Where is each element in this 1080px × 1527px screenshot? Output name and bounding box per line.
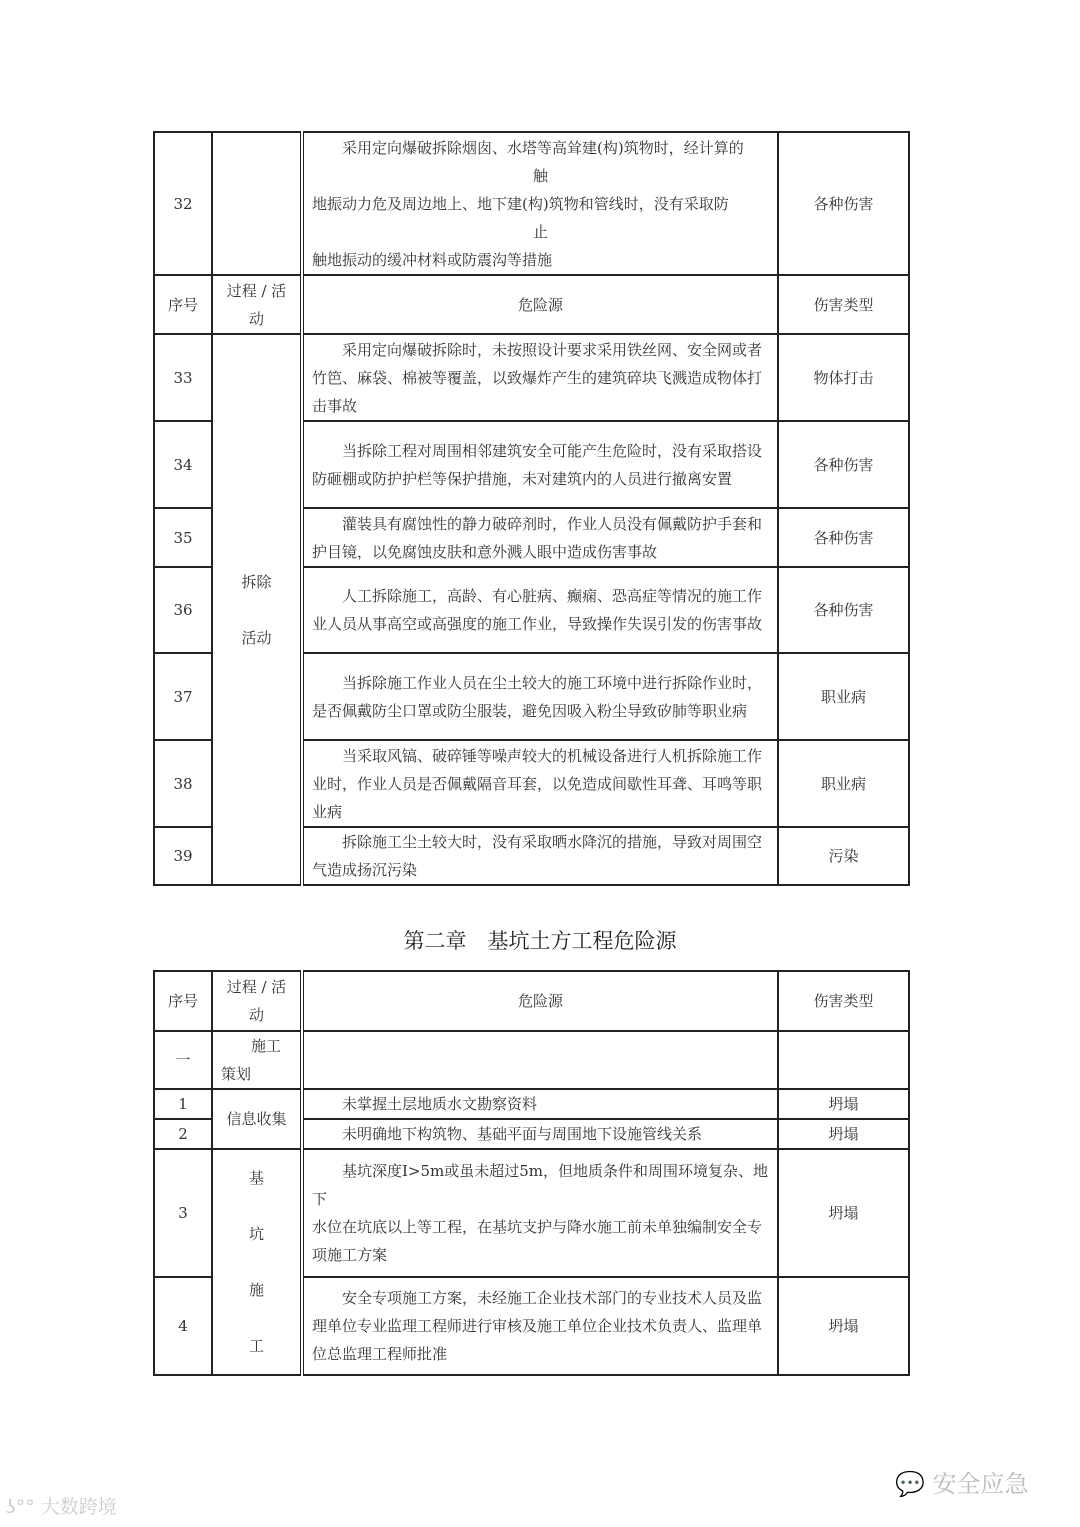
table-row: 36 人工拆除施工，高龄、有心脏病、癫痫、恐高症等情况的施工作业人员从事高空或高强度的施工作业，导致操作失误引发的伤害事故 各种伤害 (154, 567, 909, 653)
header-hazard: 危险源 (302, 275, 778, 334)
table-row: 39 拆除施工尘土较大时，没有采取晒水降沉的措施，导致对周围空气造成扬沉污染 污染 (154, 827, 909, 885)
hazard-table-excavation (153, 970, 910, 1376)
watermark-right: 💬 安全应急 (895, 1470, 1029, 1498)
logo-icon: ʖ°° (6, 1496, 35, 1518)
table-row: 4 安全专项施工方案，未经施工企业技术部门的专业技术人员及监理单位专业监理工程师进行审核及施工单位企业技术负责人、监理单位总监理工程师批准 坍塌 (154, 1277, 909, 1375)
injury-type: 各种伤害 (778, 132, 909, 275)
header-activity: 过程 / 活动 (212, 275, 302, 334)
header-type: 伤害类型 (778, 275, 909, 334)
watermark-left: ʖ°° 大数跨境 (6, 1496, 117, 1518)
activity-cell: 信息收集 (212, 1089, 302, 1149)
table-row: 3 基 坑 施 工 基坑深度I>5m或虽未超过5m，但地质条件和周围环境复杂、地 下 水位在坑底以上等工程，在基坑支护与降水施工前未单独编制安全专项施工方案 坍塌 (154, 1149, 909, 1277)
activity-cell: 基 坑 施 工 (212, 1149, 302, 1375)
section-row: 一 施工策划 (154, 1031, 909, 1089)
wechat-icon: 💬 (895, 1470, 925, 1498)
table-row: 34 当拆除工程对周围相邻建筑安全可能产生危险时，没有采取搭设防砸棚或防护护栏等保护措施，未对建筑内的人员进行撤离安置 各种伤害 (154, 421, 909, 508)
table-row (154, 132, 909, 275)
table-header-row (154, 275, 909, 334)
activity-label: 拆除活动 (241, 572, 272, 647)
row-number: 32 (154, 132, 212, 275)
table-row: 38 当采取风镐、破碎锤等噪声较大的机械设备进行人机拆除施工作业时，作业人员是否佩戴隔音耳套，以免造成间歇性耳聋、耳鸣等职业病 职业病 (154, 740, 909, 827)
table-row: 37 当拆除施工作业人员在尘土较大的施工环境中进行拆除作业时，是否佩戴防尘口罩或防尘服装，避免因吸入粉尘导致矽肺等职业病 职业病 (154, 653, 909, 740)
table-row: 35 灌装具有腐蚀性的静力破碎剂时，作业人员没有佩戴防护手套和护目镜，以免腐蚀皮肤和意外溅人眼中造成伤害事故 各种伤害 (154, 508, 909, 567)
table-row: 1 信息收集 未掌握土层地质水文勘察资料 坍塌 (154, 1089, 909, 1119)
table-header-row: 序号 过程 / 活动 危险源 伤害类型 (154, 971, 909, 1031)
table-row: 2 未明确地下构筑物、基础平面与周围地下设施管线关系 坍塌 (154, 1119, 909, 1149)
table-row: 33 拆除活动 采用定向爆破拆除时，未按照设计要求采用铁丝网、安全网或者竹笆、麻袋、棉被等覆盖，以致爆炸产生的建筑碎块飞溅造成物体打击事故 物体打击 (154, 334, 909, 421)
header-no: 序号 (154, 275, 212, 334)
chapter-title: 第二章 基坑土方工程危险源 (403, 929, 677, 953)
hazard-table-demolition (153, 131, 910, 886)
activity-cell (212, 334, 302, 885)
hazard-cell: 采用定向爆破拆除烟囱、水塔等高耸建(构)筑物时，经计算的 触 地振动力危及周边地上、地下建(构)筑物和管线时，没有采取防 止 触地振动的缓冲材料或防震沟等措施 (302, 132, 778, 275)
